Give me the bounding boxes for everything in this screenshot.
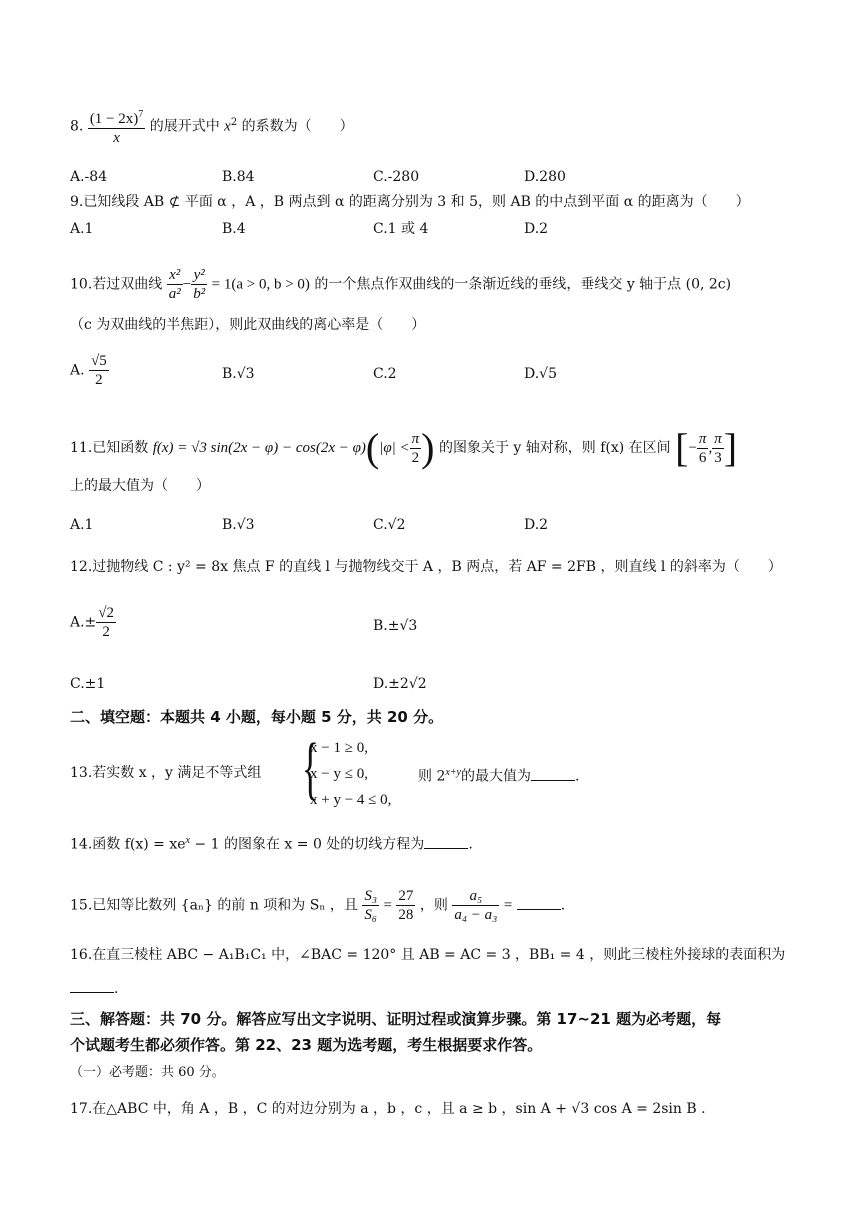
numerator: S₃ — [364, 888, 378, 904]
fraction — [396, 887, 415, 924]
question-9: 9.已知线段 AB ⊄ 平面 α ，A ，B 两点到 α 的距离分别为 3 和 5，则 AB 的中点到平面 α 的距离为（ ） — [70, 194, 750, 210]
fraction — [697, 430, 709, 467]
question-number: 10.若过双曲线 — [70, 276, 163, 293]
question-10-cont: （c 为双曲线的半焦距），则此双曲线的离心率是（ ） — [70, 317, 426, 333]
numerator: √5 — [91, 353, 107, 369]
fraction — [89, 352, 109, 389]
question-11-cont: 上的最大值为（ ） — [70, 478, 210, 494]
denominator: 2 — [102, 624, 110, 640]
subsection-heading: （一）必考题：共 60 分。 — [70, 1065, 225, 1080]
option-a: A.1 — [70, 221, 94, 237]
exponent: 2 — [230, 116, 238, 128]
fraction — [452, 887, 499, 924]
text: . — [560, 897, 566, 914]
fraction — [362, 887, 379, 924]
question-16-cont — [70, 978, 800, 999]
inequality: x − 1 ≥ 0, — [310, 740, 368, 756]
option-label: A.± — [70, 614, 97, 631]
numerator: 27 — [398, 888, 414, 904]
fraction — [96, 604, 116, 641]
text: 15.已知等比数列 {aₙ} 的前 n 项和为 Sₙ ，且 — [70, 897, 358, 914]
question-13-tail — [418, 763, 579, 787]
text: − 1 的图象在 x = 0 处的切线方程为 — [189, 836, 425, 853]
answer-blank[interactable] — [424, 834, 468, 849]
text: 的系数为（ ） — [241, 118, 354, 135]
inequality-system: { x − 1 ≥ 0, x − y ≤ 0, x + y − 4 ≤ 0, — [302, 736, 412, 810]
question-17: 17.在△ABC 中，角 A ，B ，C 的对边分别为 a ，b ，c ，且 a ≥ b ，sin A + √3 cos A = 2sin B . — [70, 1101, 706, 1117]
section-heading: 三、解答题：共 70 分。解答应写出文字说明、证明过程或演算步骤。第 17~21 题为必考题，每 — [70, 1010, 722, 1028]
numerator: π — [698, 430, 707, 447]
term: x — [224, 118, 231, 135]
numerator: a₅ — [452, 887, 499, 906]
denominator: 6 — [698, 449, 707, 466]
option-c: C.2 — [373, 366, 397, 382]
option-d: D.280 — [524, 169, 566, 185]
option-c: C.√2 — [373, 517, 406, 533]
denominator: 3 — [714, 449, 722, 466]
option-d: D.±2√2 — [373, 676, 427, 692]
question-number: 11.已知函数 — [70, 440, 149, 456]
text: 的展开式中 — [149, 118, 220, 135]
answer-blank[interactable] — [531, 766, 575, 781]
question-12: 12.过抛物线 C : y² = 8x 焦点 F 的直线 l 与抛物线交于 A ，B 两点，若 AF = 2FB ，则直线 l 的斜率为（ ） — [70, 559, 782, 575]
fraction — [88, 106, 145, 147]
fraction: $\frac{\text{x²}}{\text{a²}}$ — [168, 267, 181, 302]
option-b: B.√3 — [222, 517, 255, 533]
denominator: x — [113, 130, 120, 146]
fraction — [712, 430, 724, 467]
option-a: A.-84 — [70, 169, 108, 185]
question-15 — [70, 887, 800, 924]
inequality: x + y − 4 ≤ 0, — [310, 792, 392, 808]
text: = — [383, 897, 392, 914]
option-d: D.2 — [524, 517, 549, 533]
denominator: a₄ − a₃ — [454, 907, 498, 923]
exponent: 7 — [138, 109, 144, 120]
text: 13.若实数 x ，y 满足不等式组 — [70, 765, 262, 781]
denominator: 2 — [411, 449, 420, 466]
text: ，则 — [419, 897, 448, 914]
option-b: B.84 — [222, 169, 255, 185]
option-a: A.1 — [70, 517, 94, 533]
question-8 — [70, 106, 800, 147]
exponent: x — [185, 835, 190, 846]
answer-blank[interactable] — [70, 978, 114, 993]
text: . — [114, 981, 119, 997]
question-10: 10.若过双曲线 $\frac{\text{x²}}{\text{a²}}$ − $\frac{\text{y²}}{\text{b²}}$ = 1(a > 0, b > 0) 的一个焦点作双曲线的一条渐近线的垂线，垂线交 y 轴于点 (0, 2c) — [70, 267, 732, 302]
section-heading: 二、填空题：本题共 4 小题，每小题 5 分，共 20 分。 — [70, 708, 444, 726]
text: 的最大值为 — [460, 768, 531, 785]
option-d: D.√5 — [524, 366, 558, 382]
option-label: A. — [70, 362, 85, 379]
option-b: B.√3 — [222, 366, 255, 382]
equation: = 1(a > 0, b > 0) — [211, 276, 310, 293]
question-11: 11.已知函数 f(x) = √3 sin(2x − φ) − cos(2x − φ)(|φ| < $\frac{\pi}{2}$ ) 的图象关于 y 轴对称，则 f(x) 在区间 [− $\frac{\pi}{6}$ , $\frac{\pi}{3}$ ] — [70, 425, 738, 470]
option-a — [70, 604, 116, 641]
option-b: B.4 — [222, 221, 246, 237]
function: f(x) = √3 sin(2x − φ) − cos(2x − φ) — [152, 440, 366, 456]
numerator: (1 − 2x) — [89, 111, 139, 127]
denominator: S₆ — [364, 907, 378, 923]
option-b: B.±√3 — [373, 618, 418, 634]
option-c: C.±1 — [70, 676, 106, 692]
numerator: √2 — [98, 605, 115, 621]
denominator: 28 — [398, 907, 414, 923]
option-d: D.2 — [524, 221, 549, 237]
numerator: π — [714, 430, 722, 447]
condition: |φ| < — [379, 440, 410, 456]
text: 则 2 — [418, 768, 446, 785]
numerator: π — [411, 430, 420, 447]
question-number: 8. — [70, 118, 84, 135]
exponent: x+y — [445, 767, 461, 778]
text: 的一个焦点作双曲线的一条渐近线的垂线，垂线交 y 轴于点 (0, 2c) — [314, 276, 732, 293]
option-c: C.1 或 4 — [373, 221, 429, 237]
text: . — [468, 836, 473, 853]
fraction: $\frac{\text{y²}}{\text{b²}}$ — [193, 267, 206, 302]
option-a — [70, 352, 109, 389]
question-16: 16.在直三棱柱 ABC − A₁B₁C₁ 中，∠BAC = 120° 且 AB = AC = 3 ，BB₁ = 4 ，则此三棱柱外接球的表面积为 — [70, 947, 786, 963]
denominator: 2 — [95, 372, 103, 388]
section-heading-cont: 个试题考生都必须作答。第 22、23 题为选考题，考生根据要求作答。 — [70, 1036, 543, 1054]
option-c: C.-280 — [373, 169, 420, 185]
text: 的图象关于 y 轴对称，则 f(x) 在区间 — [438, 440, 671, 456]
fraction — [410, 430, 422, 467]
text: 14.函数 f(x) = xe — [70, 836, 186, 853]
question-14 — [70, 831, 800, 855]
text: = — [503, 897, 513, 914]
text: . — [574, 768, 580, 785]
answer-blank[interactable] — [517, 895, 561, 910]
inequality: x − y ≤ 0, — [310, 766, 368, 782]
